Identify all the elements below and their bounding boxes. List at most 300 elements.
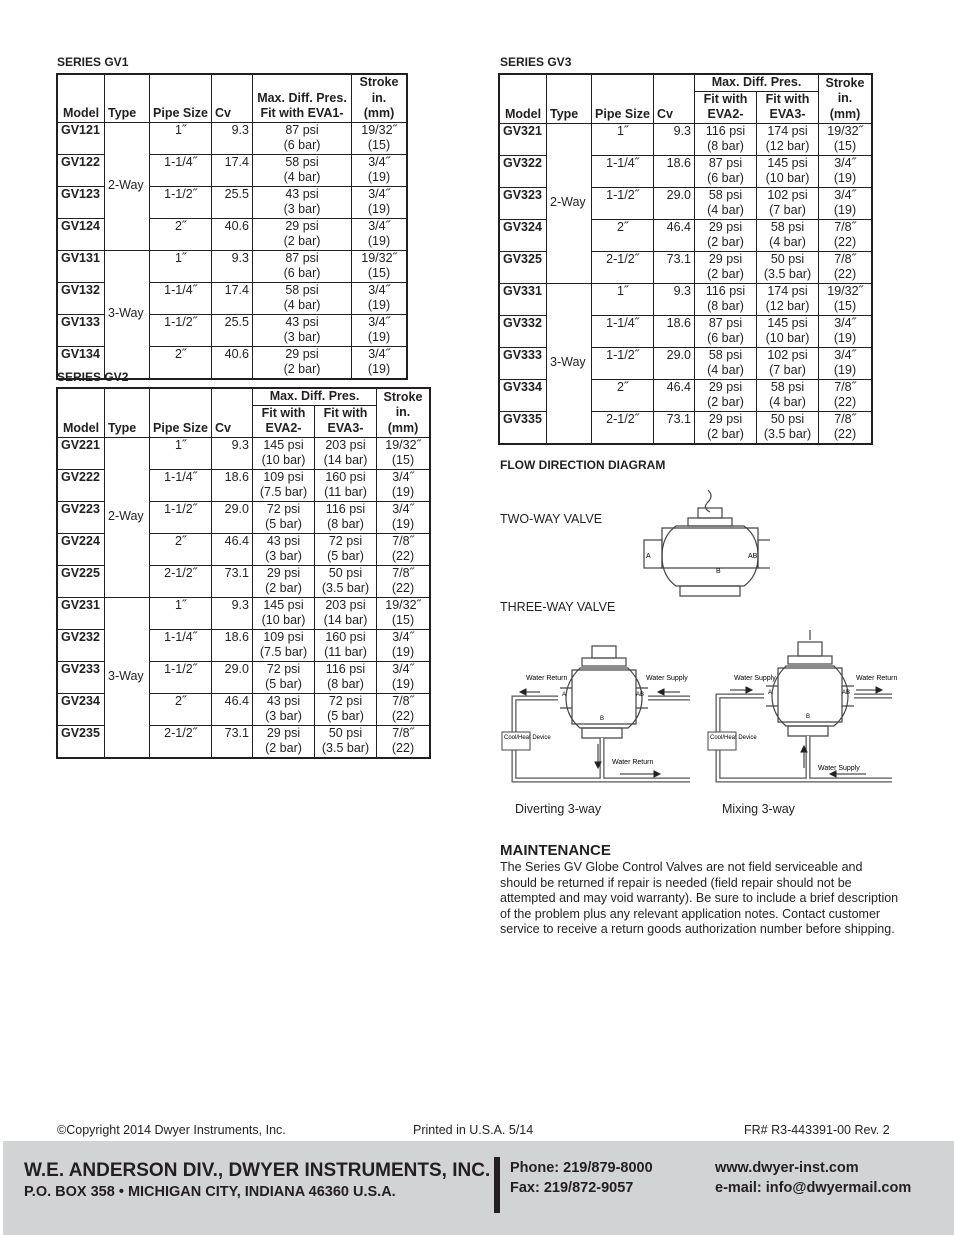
stroke-cell-value: 3/4˝ (368, 186, 390, 201)
stroke-cell (352, 314, 408, 346)
stroke-cell-metric: (19) (367, 330, 391, 344)
pipe-size-cell: 1-1/4˝ (150, 154, 212, 186)
eva3-pressure-cell (315, 693, 377, 725)
pipe-size-cell: 1-1/4˝ (592, 315, 654, 347)
eva2-pressure-cell (695, 123, 757, 155)
eva1-pressure-cell (253, 154, 352, 186)
stroke-cell-value: 19/32˝ (361, 250, 397, 265)
header-fit-eva3: Fit with EVA3- (315, 405, 377, 437)
eva3-pressure-cell-metric: (12 bar) (765, 299, 810, 313)
stroke-cell-value: 3/4˝ (368, 154, 390, 169)
eva3-pressure-cell (315, 469, 377, 501)
pipe-size-cell: 1-1/2˝ (150, 314, 212, 346)
eva3-pressure-cell-value: 50 psi (328, 565, 363, 580)
model-cell: GV133 (57, 314, 105, 346)
model-cell: GV225 (57, 565, 105, 597)
port-a-label: A (768, 690, 773, 696)
stroke-cell (352, 282, 408, 314)
model-cell: GV233 (57, 661, 105, 693)
stroke-cell (819, 123, 873, 155)
port-b-label: B (806, 714, 811, 720)
eva3-pressure-cell-metric: (5 bar) (327, 549, 364, 563)
header-cv: Cv (654, 74, 695, 123)
pipe-size-cell: 1-1/4˝ (150, 629, 212, 661)
company-address: P.O. BOX 358 • MICHIGAN CITY, INDIANA 46360 U.S.A. (24, 1184, 396, 1200)
eva3-pressure-cell-value: 203 psi (325, 437, 366, 452)
water-return-label: Water Return (526, 675, 568, 682)
stroke-cell-value: 3/4˝ (392, 469, 414, 484)
cv-cell: 18.6 (654, 315, 695, 347)
stroke-cell-value: 7/8˝ (834, 251, 856, 266)
stroke-cell-value: 19/32˝ (385, 597, 421, 612)
stroke-cell-metric: (19) (367, 362, 391, 376)
stroke-cell-metric: (22) (833, 427, 857, 441)
stroke-cell-value: 3/4˝ (368, 218, 390, 233)
mixing-label: Mixing 3-way (722, 802, 795, 816)
eva2-pressure-cell-value: 58 psi (708, 347, 743, 362)
table-row (499, 283, 872, 315)
eva2-pressure-cell (695, 219, 757, 251)
eva3-pressure-cell-value: 72 psi (328, 533, 363, 548)
header-pipe-size: Pipe Size (150, 388, 212, 437)
eva2-pressure-cell-value: 145 psi (263, 437, 304, 452)
eva1-pressure-cell (253, 218, 352, 250)
stroke-cell-value: 7/8˝ (392, 725, 414, 740)
header-model: Model (57, 74, 105, 122)
stroke-cell-metric: (19) (833, 331, 857, 345)
model-cell: GV231 (57, 597, 105, 629)
series-gv1-title: SERIES GV1 (57, 55, 129, 69)
eva3-pressure-cell (757, 187, 819, 219)
series-gv2-table (56, 387, 431, 759)
eva2-pressure-cell-metric: (2 bar) (707, 395, 744, 409)
eva2-pressure-cell-metric: (2 bar) (265, 581, 302, 595)
header-type: Type (105, 74, 150, 122)
eva3-pressure-cell-value: 203 psi (325, 597, 366, 612)
stroke-cell (377, 725, 431, 758)
cv-cell: 9.3 (212, 250, 253, 282)
cv-cell: 9.3 (212, 437, 253, 469)
eva1-pressure-cell-value: 87 psi (285, 122, 319, 137)
pipe-size-cell: 1-1/2˝ (592, 347, 654, 379)
stroke-cell-metric: (19) (367, 202, 391, 216)
pipe-size-cell: 1˝ (592, 283, 654, 315)
model-cell: GV121 (57, 122, 105, 154)
model-cell: GV325 (499, 251, 547, 283)
pipe-size-cell: 2˝ (150, 533, 212, 565)
eva2-pressure-cell (253, 725, 315, 758)
stroke-cell-value: 7/8˝ (834, 219, 856, 234)
cv-cell: 29.0 (212, 501, 253, 533)
eva2-pressure-cell (695, 411, 757, 444)
eva3-pressure-cell-value: 50 psi (770, 251, 805, 266)
eva2-pressure-cell-value: 58 psi (708, 187, 743, 202)
eva1-pressure-cell-metric: (3 bar) (283, 330, 321, 344)
stroke-cell (377, 661, 431, 693)
maintenance-title: MAINTENANCE (500, 842, 611, 859)
footer-divider (494, 1157, 500, 1213)
model-cell: GV331 (499, 283, 547, 315)
eva3-pressure-cell-metric: (3.5 bar) (321, 581, 370, 595)
eva2-pressure-cell (253, 693, 315, 725)
eva3-pressure-cell-value: 174 psi (767, 283, 808, 298)
eva3-pressure-cell-value: 145 psi (767, 155, 808, 170)
model-cell: GV332 (499, 315, 547, 347)
eva2-pressure-cell (253, 661, 315, 693)
eva2-pressure-cell-value: 72 psi (266, 501, 301, 516)
eva3-pressure-cell-value: 174 psi (767, 123, 808, 138)
eva2-pressure-cell-metric: (8 bar) (707, 299, 744, 313)
header-type: Type (547, 74, 592, 123)
eva1-pressure-cell-metric: (6 bar) (283, 266, 321, 280)
phone-text: Phone: 219/879-8000 (510, 1160, 653, 1176)
eva1-pressure-cell-value: 58 psi (285, 154, 319, 169)
stroke-cell-metric: (19) (833, 363, 857, 377)
mixing-three-way-diagram (706, 628, 902, 790)
pipe-size-cell: 1-1/4˝ (150, 282, 212, 314)
cv-cell: 29.0 (654, 187, 695, 219)
eva2-pressure-cell (695, 155, 757, 187)
eva2-pressure-cell (695, 315, 757, 347)
header-pipe-size: Pipe Size (592, 74, 654, 123)
header-cv: Cv (212, 388, 253, 437)
port-b-label: B (600, 716, 605, 722)
model-cell: GV235 (57, 725, 105, 758)
series-gv1-table (56, 73, 408, 380)
stroke-cell-metric: (22) (391, 709, 415, 723)
stroke-cell-metric: (19) (367, 170, 391, 184)
port-ab-label: AB (748, 553, 758, 560)
eva1-pressure-cell (253, 186, 352, 218)
model-cell: GV232 (57, 629, 105, 661)
pipe-size-cell: 1-1/2˝ (592, 187, 654, 219)
series-gv3-title: SERIES GV3 (500, 55, 572, 69)
table-row (57, 250, 407, 282)
diverting-label: Diverting 3-way (515, 802, 602, 816)
eva3-pressure-cell-metric: (3.5 bar) (763, 427, 812, 441)
pipe-size-cell: 1-1/4˝ (592, 155, 654, 187)
eva1-pressure-cell-value: 43 psi (285, 314, 319, 329)
eva3-pressure-cell-metric: (3.5 bar) (321, 741, 370, 755)
pipe-size-cell: 2-1/2˝ (592, 251, 654, 283)
stroke-cell (819, 347, 873, 379)
stroke-cell (352, 250, 408, 282)
eva3-pressure-cell-value: 50 psi (770, 411, 805, 426)
model-cell: GV134 (57, 346, 105, 379)
stroke-cell-metric: (22) (833, 395, 857, 409)
series-gv3-table (498, 73, 873, 445)
stroke-cell (352, 346, 408, 379)
type-cell: 3-Way (105, 597, 150, 758)
stroke-cell-value: 3/4˝ (834, 155, 856, 170)
eva2-pressure-cell-metric: (7.5 bar) (259, 485, 308, 499)
table-row (57, 122, 407, 154)
pipe-size-cell: 1˝ (150, 597, 212, 629)
stroke-cell-metric: (19) (391, 677, 415, 691)
eva2-pressure-cell (253, 629, 315, 661)
eva3-pressure-cell (315, 501, 377, 533)
stroke-cell-metric: (19) (833, 203, 857, 217)
stroke-cell (377, 693, 431, 725)
eva3-pressure-cell-metric: (4 bar) (769, 395, 806, 409)
header-max-diff: Max. Diff. Pres. (695, 74, 819, 91)
stroke-cell-value: 3/4˝ (368, 282, 390, 297)
stroke-cell-value: 3/4˝ (834, 347, 856, 362)
email-link[interactable]: e-mail: info@dwyermail.com (715, 1180, 912, 1196)
maintenance-body: The Series GV Globe Control Valves are not field serviceable and should be returned if repair is needed (field repair should not be attempted and may void warranty). Be sure to include a brief description of the problem plus any relevant application notes. Contact customer service to receive a return goods authorization number before shipping. (500, 860, 899, 936)
eva3-pressure-cell-metric: (7 bar) (769, 363, 806, 377)
port-a-label: A (646, 553, 651, 560)
header-fit-eva2: Fit with EVA2- (695, 91, 757, 123)
eva3-pressure-cell-metric: (14 bar) (323, 613, 368, 627)
stroke-cell (377, 501, 431, 533)
cv-cell: 9.3 (654, 123, 695, 155)
stroke-cell-metric: (19) (367, 234, 391, 248)
header-max-diff: Max. Diff. Pres. (253, 388, 377, 405)
header-model: Model (57, 388, 105, 437)
eva3-pressure-cell (315, 533, 377, 565)
pipe-size-cell: 2˝ (150, 693, 212, 725)
eva2-pressure-cell-value: 29 psi (708, 251, 743, 266)
model-cell: GV324 (499, 219, 547, 251)
eva2-pressure-cell-metric: (6 bar) (707, 331, 744, 345)
stroke-cell-value: 19/32˝ (385, 437, 421, 452)
eva2-pressure-cell-value: 109 psi (263, 629, 304, 644)
eva3-pressure-cell (757, 379, 819, 411)
model-cell: GV221 (57, 437, 105, 469)
stroke-cell-metric: (22) (833, 235, 857, 249)
port-a-label: A (562, 692, 567, 698)
eva2-pressure-cell-metric: (5 bar) (265, 517, 302, 531)
eva2-pressure-cell-metric: (6 bar) (707, 171, 744, 185)
eva2-pressure-cell-value: 116 psi (705, 123, 746, 138)
eva1-pressure-cell-value: 87 psi (285, 250, 319, 265)
eva2-pressure-cell-value: 87 psi (708, 155, 743, 170)
eva1-pressure-cell (253, 122, 352, 154)
eva3-pressure-cell-metric: (3.5 bar) (763, 267, 812, 281)
pipe-size-cell: 2-1/2˝ (592, 411, 654, 444)
eva3-pressure-cell-value: 102 psi (767, 347, 808, 362)
stroke-cell-value: 3/4˝ (834, 315, 856, 330)
table-row (57, 437, 430, 469)
website-link[interactable]: www.dwyer-inst.com (715, 1160, 859, 1176)
stroke-cell-value: 19/32˝ (827, 123, 863, 138)
eva3-pressure-cell (757, 411, 819, 444)
stroke-cell-value: 3/4˝ (368, 346, 390, 361)
stroke-cell (819, 315, 873, 347)
water-supply-label: Water Supply (646, 675, 688, 682)
stroke-cell (352, 122, 408, 154)
stroke-cell (819, 379, 873, 411)
form-number-text: FR# R3-443391-00 Rev. 2 (744, 1123, 890, 1137)
eva2-pressure-cell (253, 565, 315, 597)
cv-cell: 18.6 (654, 155, 695, 187)
cv-cell: 29.0 (212, 661, 253, 693)
eva2-pressure-cell-value: 116 psi (705, 283, 746, 298)
model-cell: GV234 (57, 693, 105, 725)
header-model: Model (499, 74, 547, 123)
model-cell: GV124 (57, 218, 105, 250)
eva2-pressure-cell-value: 109 psi (263, 469, 304, 484)
stroke-cell-value: 7/8˝ (392, 565, 414, 580)
eva2-pressure-cell-value: 29 psi (266, 565, 301, 580)
eva3-pressure-cell (315, 437, 377, 469)
type-cell: 2-Way (105, 437, 150, 597)
stroke-cell (377, 437, 431, 469)
stroke-cell-metric: (22) (391, 581, 415, 595)
eva1-pressure-cell-metric: (2 bar) (283, 234, 321, 248)
stroke-cell (377, 533, 431, 565)
cv-cell: 9.3 (212, 122, 253, 154)
type-cell: 3-Way (105, 250, 150, 379)
model-cell: GV224 (57, 533, 105, 565)
header-stroke: Stroke in. (mm) (352, 74, 408, 122)
eva2-pressure-cell-value: 29 psi (708, 379, 743, 394)
eva1-pressure-cell-metric: (6 bar) (283, 138, 321, 152)
eva3-pressure-cell (757, 155, 819, 187)
eva2-pressure-cell-metric: (8 bar) (707, 139, 744, 153)
eva3-pressure-cell-value: 58 psi (770, 379, 805, 394)
eva2-pressure-cell-metric: (10 bar) (261, 613, 306, 627)
cv-cell: 40.6 (212, 218, 253, 250)
three-way-valve-label: THREE-WAY VALVE (500, 600, 616, 614)
header-cv: Cv (212, 74, 253, 122)
type-cell: 3-Way (547, 283, 592, 444)
eva3-pressure-cell (315, 597, 377, 629)
eva2-pressure-cell-metric: (2 bar) (265, 741, 302, 755)
cv-cell: 18.6 (212, 629, 253, 661)
series-gv2-title: SERIES GV2 (57, 370, 129, 384)
eva3-pressure-cell-metric: (10 bar) (765, 331, 810, 345)
eva3-pressure-cell (757, 123, 819, 155)
eva2-pressure-cell-metric: (2 bar) (707, 267, 744, 281)
water-supply-label: Water Supply (818, 765, 860, 772)
cv-cell: 40.6 (212, 346, 253, 379)
cv-cell: 9.3 (212, 597, 253, 629)
model-cell: GV132 (57, 282, 105, 314)
port-ab-label: AB (842, 690, 851, 696)
eva3-pressure-cell-metric: (4 bar) (769, 235, 806, 249)
stroke-cell-metric: (22) (391, 741, 415, 755)
stroke-cell-value: 3/4˝ (392, 661, 414, 676)
eva3-pressure-cell-metric: (8 bar) (327, 517, 364, 531)
eva3-pressure-cell-value: 50 psi (328, 725, 363, 740)
eva1-pressure-cell (253, 250, 352, 282)
cv-cell: 73.1 (654, 411, 695, 444)
eva3-pressure-cell-metric: (11 bar) (324, 645, 367, 659)
eva3-pressure-cell (315, 661, 377, 693)
stroke-cell (352, 186, 408, 218)
eva2-pressure-cell (253, 597, 315, 629)
table-row (57, 597, 430, 629)
stroke-cell (377, 629, 431, 661)
flow-diagram-title: FLOW DIRECTION DIAGRAM (500, 458, 666, 472)
pipe-size-cell: 2˝ (150, 346, 212, 379)
cv-cell: 17.4 (212, 282, 253, 314)
header-type: Type (105, 388, 150, 437)
eva2-pressure-cell-value: 43 psi (266, 533, 301, 548)
eva3-pressure-cell (757, 315, 819, 347)
eva2-pressure-cell-value: 87 psi (708, 315, 743, 330)
stroke-cell-metric: (15) (391, 613, 415, 627)
eva3-pressure-cell-metric: (14 bar) (323, 453, 368, 467)
two-way-valve-diagram (640, 488, 770, 598)
eva2-pressure-cell (695, 347, 757, 379)
eva3-pressure-cell (757, 283, 819, 315)
model-cell: GV223 (57, 501, 105, 533)
printed-text: Printed in U.S.A. 5/14 (413, 1123, 534, 1137)
pipe-size-cell: 1˝ (150, 437, 212, 469)
eva3-pressure-cell-metric: (7 bar) (769, 203, 806, 217)
eva2-pressure-cell-value: 72 psi (266, 661, 301, 676)
pipe-size-cell: 1-1/2˝ (150, 661, 212, 693)
eva1-pressure-cell-value: 58 psi (285, 282, 319, 297)
cv-cell: 29.0 (654, 347, 695, 379)
company-name: W.E. ANDERSON DIV., DWYER INSTRUMENTS, INC. (24, 1160, 491, 1181)
eva3-pressure-cell (757, 347, 819, 379)
model-cell: GV123 (57, 186, 105, 218)
stroke-cell (819, 219, 873, 251)
cv-cell: 25.5 (212, 314, 253, 346)
eva2-pressure-cell-value: 29 psi (266, 725, 301, 740)
eva2-pressure-cell (695, 379, 757, 411)
cv-cell: 73.1 (212, 565, 253, 597)
model-cell: GV334 (499, 379, 547, 411)
eva3-pressure-cell (315, 565, 377, 597)
eva1-pressure-cell (253, 314, 352, 346)
cv-cell: 9.3 (654, 283, 695, 315)
header-fit-eva2: Fit with EVA2- (253, 405, 315, 437)
model-cell: GV335 (499, 411, 547, 444)
stroke-cell-value: 7/8˝ (392, 693, 414, 708)
stroke-cell-metric: (19) (391, 517, 415, 531)
model-cell: GV323 (499, 187, 547, 219)
eva2-pressure-cell-metric: (5 bar) (265, 677, 302, 691)
water-supply-label: Water Supply (734, 675, 776, 682)
stroke-cell-value: 3/4˝ (834, 187, 856, 202)
stroke-cell (377, 597, 431, 629)
fax-text: Fax: 219/872-9057 (510, 1180, 634, 1196)
cv-cell: 46.4 (654, 219, 695, 251)
header-max-diff: Max. Diff. Pres. Fit with EVA1- (253, 74, 352, 122)
water-return-label: Water Return (856, 675, 898, 682)
eva1-pressure-cell-value: 43 psi (285, 186, 319, 201)
eva2-pressure-cell (695, 251, 757, 283)
stroke-cell (819, 187, 873, 219)
eva2-pressure-cell-metric: (3 bar) (265, 549, 302, 563)
pipe-size-cell: 1-1/2˝ (150, 501, 212, 533)
eva1-pressure-cell-metric: (3 bar) (283, 202, 321, 216)
pipe-size-cell: 2-1/2˝ (150, 565, 212, 597)
stroke-cell-value: 3/4˝ (392, 629, 414, 644)
eva2-pressure-cell-value: 29 psi (708, 219, 743, 234)
cv-cell: 73.1 (654, 251, 695, 283)
table-row (499, 123, 872, 155)
cv-cell: 46.4 (212, 533, 253, 565)
stroke-cell-metric: (22) (833, 267, 857, 281)
header-stroke: Stroke in. (mm) (377, 388, 431, 437)
stroke-cell-metric: (15) (833, 139, 857, 153)
eva3-pressure-cell-value: 58 psi (770, 219, 805, 234)
eva2-pressure-cell-value: 145 psi (263, 597, 304, 612)
stroke-cell-value: 7/8˝ (392, 533, 414, 548)
eva3-pressure-cell-metric: (5 bar) (327, 709, 364, 723)
pipe-size-cell: 2˝ (592, 379, 654, 411)
pipe-size-cell: 2˝ (150, 218, 212, 250)
header-fit-eva3: Fit with EVA3- (757, 91, 819, 123)
eva3-pressure-cell-value: 116 psi (325, 661, 366, 676)
header-pipe-size: Pipe Size (150, 74, 212, 122)
